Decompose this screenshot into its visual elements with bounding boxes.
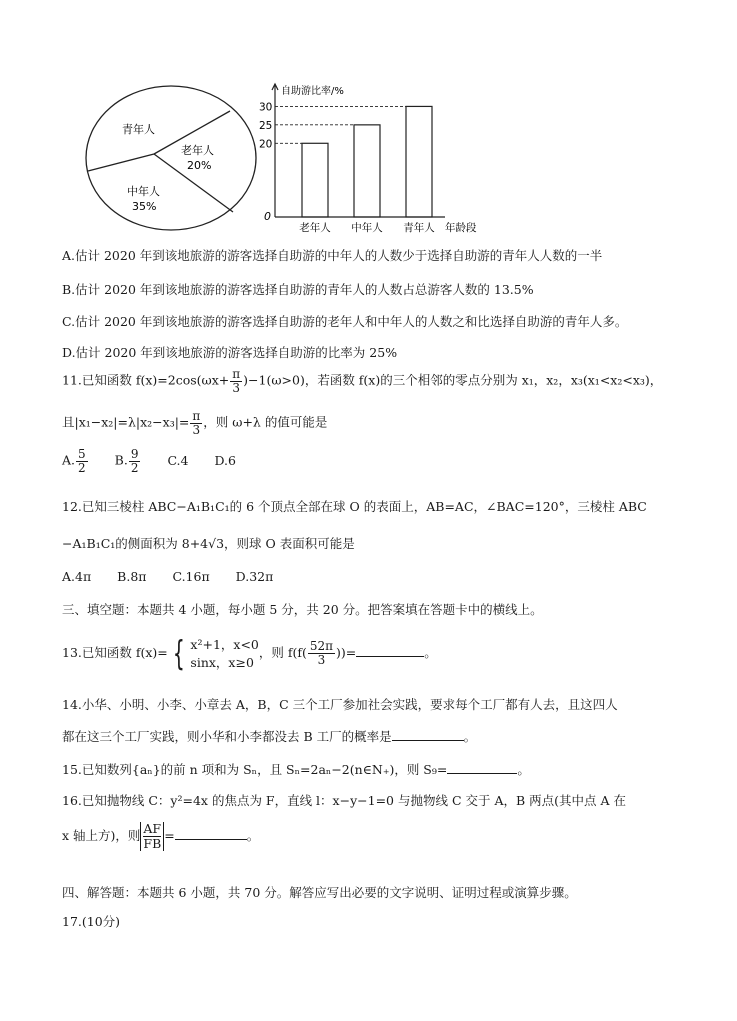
q15-stem — [62, 760, 530, 778]
q13-text-3: ))= — [336, 645, 357, 660]
q13-brace: { — [172, 633, 185, 674]
x-tick-label: 青年人 — [403, 222, 435, 234]
q10-option-c: C.估计 2020 年到该地旅游的游客选择自助游的老年人和中年人的人数之和比选择自助游的青年人多。 — [62, 314, 628, 329]
q12-option-d: D.32π — [235, 569, 274, 584]
bar — [354, 125, 380, 217]
pie-pct-elder: 20% — [187, 159, 212, 172]
q12-option-b: B.8π — [117, 569, 147, 584]
y-tick-label: 25 — [259, 119, 273, 132]
q14-stem-line2 — [62, 727, 476, 745]
q11-options — [62, 448, 258, 474]
y-tick-label: 20 — [259, 138, 273, 151]
pie-label-youth: 青年人 — [122, 123, 155, 136]
q16-stem-line2 — [62, 822, 259, 851]
q11-text-2: )−1(ω>0)，若函数 f(x)的三个相邻的零点分别为 x₁，x₂，x₃(x₁<x₂<x₃)， — [243, 372, 663, 388]
q16-ratio-den: FB — [143, 835, 162, 851]
q13-cases — [190, 636, 258, 671]
q13-text-2: ，则 f(f( — [258, 645, 307, 660]
q16-text-2: = — [164, 827, 175, 843]
q15-end: 。 — [517, 762, 530, 777]
q11-frac-num: π — [232, 367, 241, 381]
q12-stem-line2: −A₁B₁C₁的侧面积为 8+4√3，则球 O 表面积可能是 — [62, 536, 355, 551]
q11-opt-a-fraction — [76, 448, 88, 474]
pie-pct-middle: 35% — [132, 200, 157, 213]
q11-fraction-pi-3 — [230, 368, 242, 394]
pie-divider-middle-youth — [88, 154, 154, 171]
q14-text: 都在这三个工厂实践，则小华和小李都没去 B 工厂的概率是 — [62, 729, 392, 744]
q14-answer-blank[interactable] — [392, 729, 464, 741]
origin-label: 0 — [264, 210, 271, 223]
x-axis-label: 年龄段 — [445, 222, 477, 234]
q13-frac-den: 3 — [317, 653, 326, 667]
q16-stem-line1: 16.已知抛物线 C：y²=4x 的焦点为 F，直线 l：x−y−1=0 与抛物线 C 交于 A，B 两点(其中点 A 在 — [62, 793, 626, 808]
q16-end: 。 — [246, 827, 260, 843]
q13-fraction — [308, 640, 335, 666]
q11-text-3: 且|x₁−x₂|=λ|x₂−x₃|= — [62, 414, 190, 430]
q10-option-a: A.估计 2020 年到该地旅游的游客选择自助游的中年人的人数少于选择自助游的青年人人数的一半 — [62, 248, 603, 263]
q11-stem-line2 — [62, 410, 327, 436]
q11-option-a — [62, 448, 89, 474]
pie-chart — [84, 83, 259, 235]
q11-fraction-pi-3b — [190, 410, 202, 436]
q13-case-1: x²+1，x<0 — [190, 637, 259, 652]
q13-text-1: 13.已知函数 f(x)= — [62, 645, 168, 660]
q11-frac-den: 3 — [232, 380, 241, 395]
q11-text-4: ，则 ω+λ 的值可能是 — [203, 414, 328, 430]
q15-text: 15.已知数列{aₙ}的前 n 项和为 Sₙ，且 Sₙ=2aₙ−2(n∈N₊)，则 S₉= — [62, 762, 448, 777]
q15-answer-blank[interactable] — [447, 762, 517, 774]
pie-outline — [86, 86, 256, 230]
q16-ratio-num: AF — [143, 821, 162, 836]
x-tick-label: 中年人 — [351, 222, 383, 234]
q11-opt-a-den: 2 — [78, 460, 86, 475]
section-3-header: 三、填空题：本题共 4 小题，每小题 5 分，共 20 分。把答案填在答题卡中的横线上。 — [62, 602, 543, 617]
q11-opt-b-fraction — [129, 448, 141, 474]
q11-stem-line1 — [62, 368, 662, 394]
q11-option-d: D.6 — [214, 452, 236, 468]
q11-frac2-num: π — [192, 409, 201, 423]
q12-stem-line1: 12.已知三棱柱 ABC−A₁B₁C₁的 6 个顶点全部在球 O 的表面上，AB=AC，∠BAC=120°，三棱柱 ABC — [62, 499, 647, 514]
bar — [302, 143, 328, 217]
bar-chart — [255, 72, 485, 237]
q11-opt-a-num: 5 — [78, 447, 86, 461]
q12-option-a: A.4π — [62, 569, 92, 584]
q11-opt-b-den: 2 — [130, 460, 139, 475]
pie-label-elder: 老年人 — [181, 144, 214, 157]
q11-option-c: C.4 — [167, 452, 189, 468]
q11-text-1: 11.已知函数 f(x)=2cos(ωx+ — [62, 372, 230, 388]
x-tick-label: 老年人 — [299, 222, 331, 234]
pie-label-middle: 中年人 — [127, 185, 160, 198]
q12-options — [62, 569, 295, 584]
q13-end: 。 — [424, 645, 437, 660]
q14-stem-line1: 14.小华、小明、小李、小章去 A，B，C 三个工厂参加社会实践，要求每个工厂都有人去，且这四人 — [62, 697, 618, 712]
q17-heading: 17.(10分) — [62, 914, 121, 929]
q10-option-b: B.估计 2020 年到该地旅游的游客选择自助游的青年人的人数占总游客人数的 13.5% — [62, 282, 534, 297]
section-4-header: 四、解答题：本题共 6 小题，共 70 分。解答应写出必要的文字说明、证明过程或演算步骤。 — [62, 885, 577, 900]
q13-case-2: sinx，x≥0 — [190, 654, 254, 670]
q10-option-d: D.估计 2020 年到该地旅游的游客选择自助游的比率为 25% — [62, 345, 398, 360]
q16-text-1: x 轴上方)，则 — [62, 827, 141, 843]
q11-opt-b-label: B. — [114, 452, 128, 468]
q14-end: 。 — [463, 729, 477, 744]
q11-opt-b-num: 9 — [130, 447, 139, 461]
q13-stem — [62, 633, 437, 674]
q11-frac2-den: 3 — [192, 422, 201, 437]
q11-option-b — [115, 448, 142, 474]
q16-ratio — [140, 822, 164, 851]
bar — [406, 106, 432, 217]
y-axis-label: 自助游比率/% — [281, 86, 344, 97]
q16-answer-blank[interactable] — [175, 828, 247, 840]
q13-answer-blank[interactable] — [356, 645, 424, 657]
q13-frac-num: 52π — [309, 639, 334, 654]
y-tick-label: 30 — [259, 101, 273, 114]
q12-option-c: C.16π — [172, 569, 210, 584]
q11-opt-a-label: A. — [62, 452, 76, 468]
